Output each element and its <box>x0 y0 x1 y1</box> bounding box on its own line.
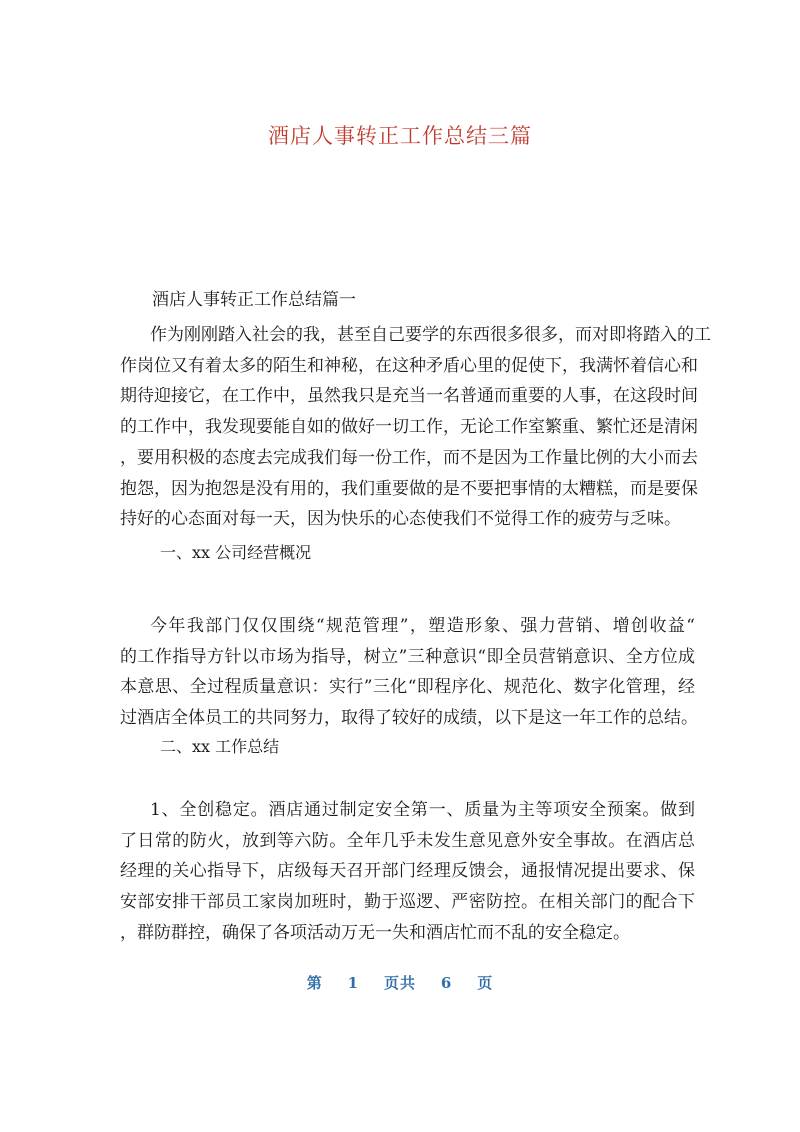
paragraph-line: 本意思、全过程质量意识：实行”三化“即程序化、规范化、数字化管理，经 <box>120 677 695 698</box>
paragraph-line: 安部安排干部员工家岗加班时，勤于巡逻、严密防控。在相关部门的配合下 <box>120 892 695 913</box>
paragraph-line: 经理的关心指导下，店级每天召开部门经理反馈会，通报情况提出要求、保 <box>120 861 695 882</box>
paragraph-intro <box>120 320 711 535</box>
paragraph-line: 作为刚刚踏入社会的我，甚至自己要学的东西很多很多，而对即将踏入的工 <box>150 325 711 345</box>
paragraph-line: 的工作中，我发现要能自如的做好一切工作，无论工作室繁重、繁忙还是清闲 <box>120 417 698 438</box>
paragraph-department <box>120 611 698 734</box>
paragraph-safety <box>120 795 695 949</box>
paragraph-line: 了日常的防火，放到等六防。全年几乎未发生意见意外安全事故。在酒店总 <box>120 830 695 851</box>
paragraph-line: 期待迎接它，在工作中，虽然我只是充当一名普通而重要的人事，在这段时间 <box>120 386 698 407</box>
document-title: 酒店人事转正工作总结三篇 <box>268 124 532 148</box>
paragraph-line: ，群防群控，确保了各项活动万无一失和酒店忙而不乱的安全稳定。 <box>120 922 630 943</box>
section-heading: 酒店人事转正工作总结篇一 <box>152 290 356 310</box>
subheading-company-overview: 一、xx 公司经营概况 <box>160 543 312 562</box>
page-number-footer: 第 1 页共 6 页 <box>306 974 494 992</box>
paragraph-line: ，要用积极的态度去完成我们每一份工作，而不是因为工作量比例的大小而去 <box>120 447 698 468</box>
paragraph-line: 持好的心态面对每一天，因为快乐的心态使我们不觉得工作的疲劳与乏味。 <box>120 509 681 530</box>
paragraph-line: 的工作指导方针以市场为指导，树立”三种意识“即全员营销意识、全方位成 <box>120 646 695 667</box>
paragraph-line: 今年我部门仅仅围绕“规范管理”，塑造形象、强力营销、增创收益“ <box>150 616 695 636</box>
paragraph-line: 作岗位又有着太多的陌生和神秘，在这种矛盾心里的促使下，我满怀着信心和 <box>120 355 698 376</box>
paragraph-line: 过酒店全体员工的共同努力，取得了较好的成绩，以下是这一年工作的总结。 <box>120 708 698 729</box>
subheading-work-summary: 二、xx 工作总结 <box>160 737 280 756</box>
paragraph-line: 1、全创稳定。酒店通过制定安全第一、质量为主等项安全预案。做到 <box>150 800 695 820</box>
paragraph-line: 抱怨，因为抱怨是没有用的，我们重要做的是不要把事情的太糟糕，而是要保 <box>120 478 698 499</box>
